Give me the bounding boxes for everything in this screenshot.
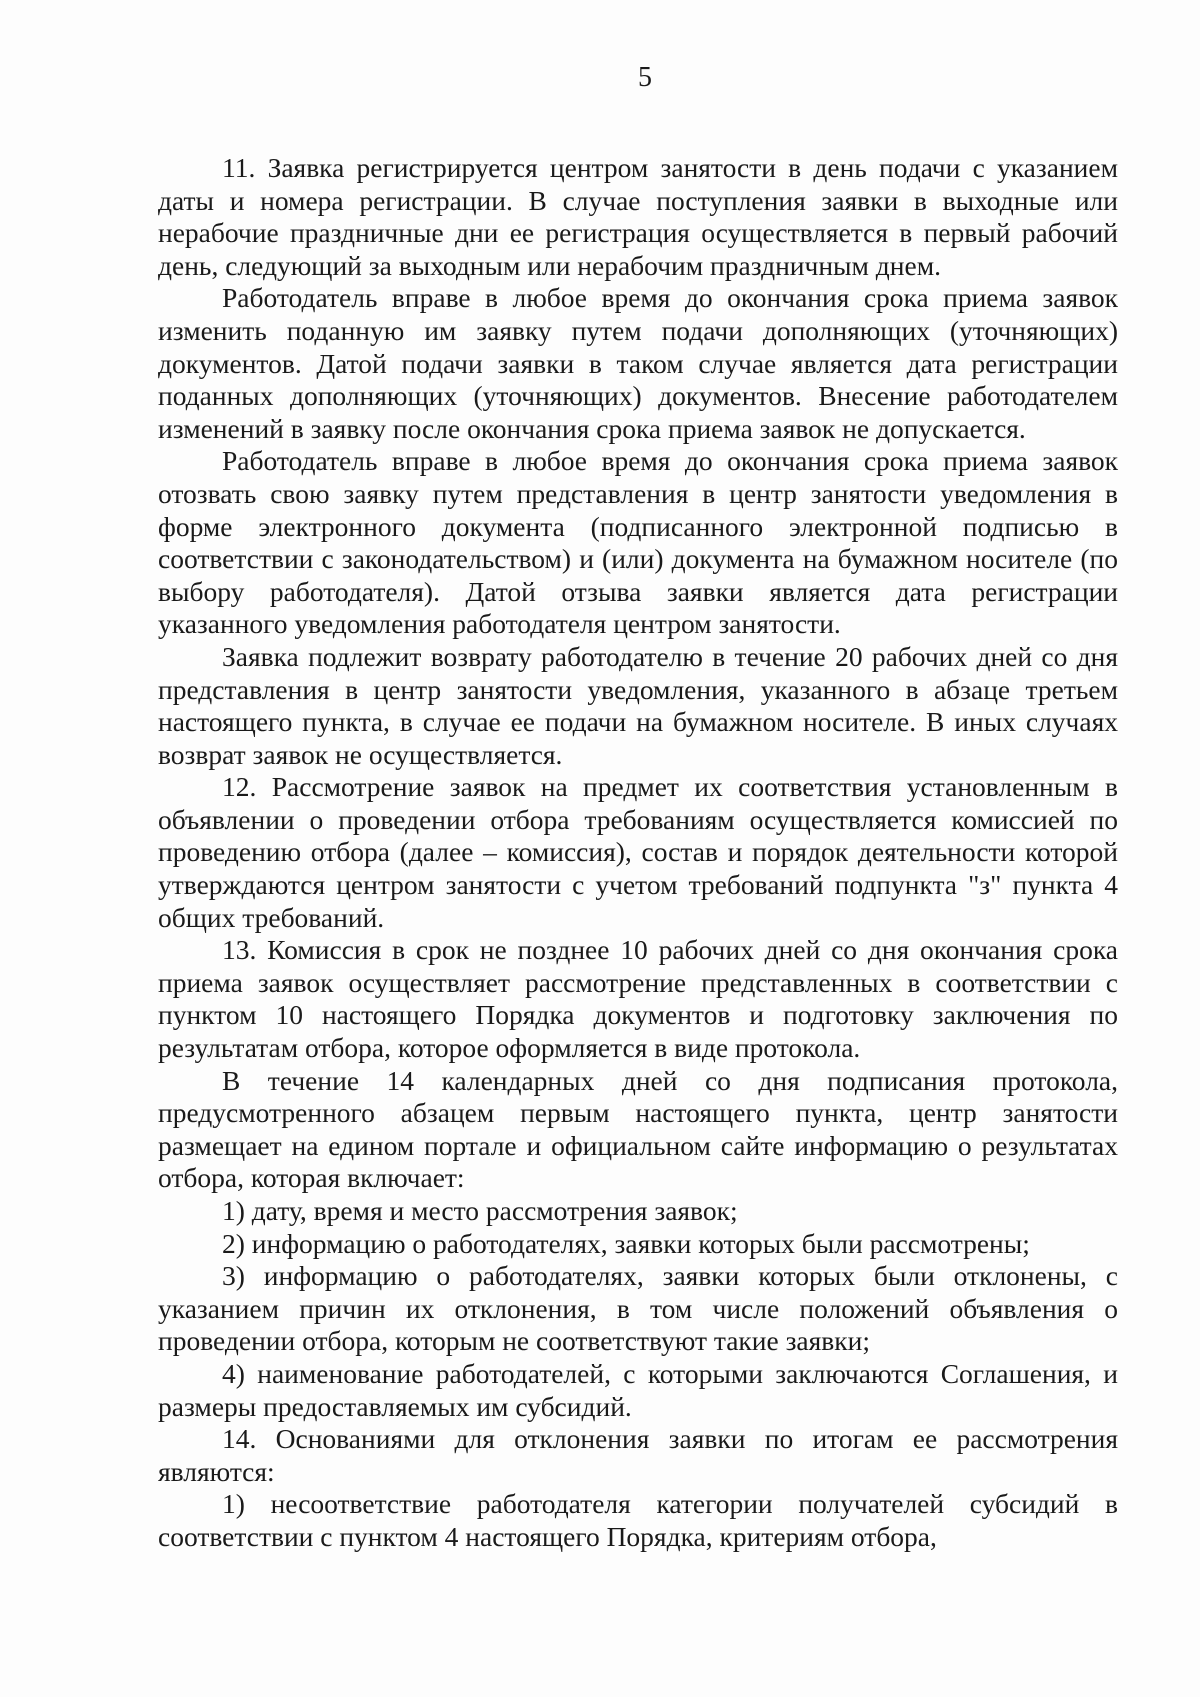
list-item-4: 4) наименование работодателей, с которыми заключаются Соглашения, и размеры предоставляемых им субсидий. <box>158 1357 1118 1422</box>
paragraph-results-publication: В течение 14 календарных дней со дня подписания протокола, предусмотренного абзацем первым настоящего пункта, центр занятости размещает на едином портале и официальном сайте информацию о результатах отбора, которая включает: <box>158 1064 1118 1194</box>
list-item-1: 1) дату, время и место рассмотрения заявок; <box>222 1195 738 1226</box>
paragraph-change-application: Работодатель вправе в любое время до окончания срока приема заявок изменить поданную им заявку путем подачи дополняющих (уточняющих) документов. Датой подачи заявки в таком случае является дата регистрации поданных дополняющих (уточняющих) документов. Внесение работодателем изменений в заявку после окончания срока приема заявок не допускается. <box>158 282 1118 444</box>
paragraph-withdraw-application: Работодатель вправе в любое время до окончания срока приема заявок отозвать свою заявку путем представления в центр занятости уведомления в форме электронного документа (подписанного электронной подписью в соответствии с законодательством) и (или) документа на бумажном носителе (по выбору работодателя). Датой отзыва заявки является дата регистрации указанного уведомления работодателя центром занятости. <box>158 445 1118 640</box>
list-item-3: 3) информацию о работодателях, заявки которых были отклонены, с указанием причин их отклонения, в том числе положений объявления о проведении отбора, которым не соответствуют такие заявки; <box>158 1260 1118 1357</box>
list-item-2: 2) информацию о работодателях, заявки которых были рассмотрены; <box>222 1227 1030 1259</box>
paragraph-13: 13. Комиссия в срок не позднее 10 рабочих дней со дня окончания срока приема заявок осуществляет рассмотрение представленных в соответствии с пунктом 10 настоящего Порядка документов и подготовку заключения по результатам отбора, которое оформляется в виде протокола. <box>158 934 1118 1064</box>
paragraph-12: 12. Рассмотрение заявок на предмет их соответствия установленным в объявлении о проведении отбора требованиям осуществляется комиссией по проведению отбора (далее – комиссия), состав и порядок деятельности которой утверждаются центром занятости с учетом требований подпункта "з" пункта 4 общих требований. <box>158 771 1118 933</box>
paragraph-11: 11. Заявка регистрируется центром занятости в день подачи с указанием даты и номера регистрации. В случае поступления заявки в выходные или нерабочие праздничные дни ее регистрация осуществляется в первый рабочий день, следующий за выходным или нерабочим праздничным днем. <box>158 152 1118 281</box>
paragraph-return-application: Заявка подлежит возврату работодателю в течение 20 рабочих дней со дня представления в центр занятости уведомления, указанного в абзаце третьем настоящего пункта, в случае ее подачи на бумажном носителе. В иных случаях возврат заявок не осуществляется. <box>158 640 1118 770</box>
paragraph-14: 14. Основаниями для отклонения заявки по итогам ее рассмотрения являются: <box>158 1423 1118 1487</box>
page-number: 5 <box>638 62 652 93</box>
list-item-14-1: 1) несоответствие работодателя категории получателей субсидий в соответствии с пунктом 4 настоящего Порядка, критериям отбора, <box>158 1488 1118 1552</box>
document-body <box>158 152 1118 1554</box>
